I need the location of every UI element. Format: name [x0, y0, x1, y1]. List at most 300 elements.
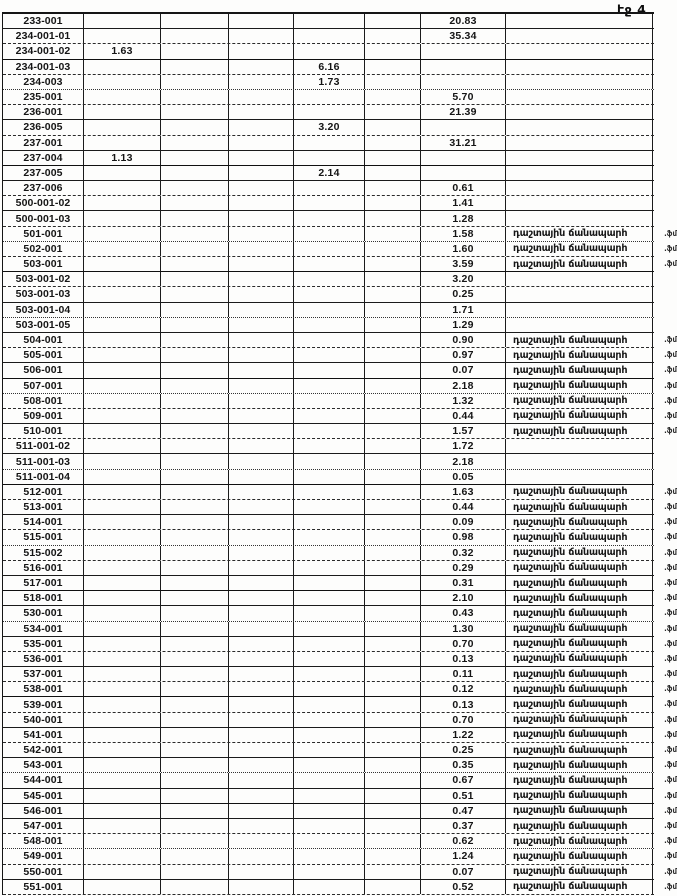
empty-cell: [506, 90, 653, 104]
margin-note: .ֆմ: [664, 745, 677, 755]
empty-cell: [294, 652, 365, 666]
row-code: 500-001-02: [3, 196, 84, 210]
empty-cell: [294, 713, 365, 727]
table-row: [3, 667, 677, 682]
table-row: [3, 166, 654, 181]
empty-cell: [506, 454, 653, 468]
road-type-cell: դաշտային ճանապարհ: [506, 424, 653, 438]
empty-cell: [229, 500, 294, 514]
empty-cell: [365, 622, 421, 636]
empty-cell: [294, 819, 365, 833]
row-code: 513-001: [3, 500, 84, 514]
empty-cell: [84, 272, 161, 286]
row-value: 0.44: [421, 409, 506, 423]
empty-cell: [365, 773, 421, 787]
empty-cell: [229, 834, 294, 848]
empty-cell: [365, 136, 421, 150]
empty-cell: [365, 485, 421, 499]
empty-cell: [161, 379, 229, 393]
empty-cell: [421, 166, 506, 180]
row-value: 0.25: [421, 743, 506, 757]
empty-cell: [161, 272, 229, 286]
road-type-cell: դաշտային ճանապարհ: [506, 606, 653, 620]
empty-cell: [229, 485, 294, 499]
empty-cell: [365, 394, 421, 408]
margin-note: .ֆմ: [664, 715, 677, 725]
row-code: 506-001: [3, 363, 84, 377]
table-row: [3, 348, 677, 363]
empty-cell: [229, 591, 294, 605]
empty-cell: [294, 576, 365, 590]
row-code: 545-001: [3, 789, 84, 803]
row-value: 2.18: [421, 454, 506, 468]
empty-cell: [421, 75, 506, 89]
empty-cell: [161, 44, 229, 58]
empty-cell: [229, 272, 294, 286]
empty-cell: [161, 394, 229, 408]
row-value: 0.29: [421, 561, 506, 575]
empty-cell: [294, 682, 365, 696]
empty-cell: [294, 606, 365, 620]
row-code: 503-001-03: [3, 287, 84, 301]
empty-cell: [161, 470, 229, 484]
empty-cell: [84, 576, 161, 590]
empty-cell: [365, 789, 421, 803]
empty-cell: [161, 561, 229, 575]
row-value: 0.47: [421, 804, 506, 818]
empty-cell: [84, 409, 161, 423]
row-value: 1.72: [421, 439, 506, 453]
empty-cell: [161, 60, 229, 74]
empty-cell: [84, 333, 161, 347]
empty-cell: [161, 637, 229, 651]
empty-cell: [365, 819, 421, 833]
margin-note: .ֆմ: [664, 517, 677, 527]
row-code: 234-001-03: [3, 60, 84, 74]
empty-cell: [84, 14, 161, 28]
row-value: 0.25: [421, 287, 506, 301]
empty-cell: [161, 424, 229, 438]
empty-cell: [365, 333, 421, 347]
empty-cell: [161, 682, 229, 696]
row-code: 510-001: [3, 424, 84, 438]
margin-note: .ֆմ: [664, 593, 677, 603]
margin-note: .ֆմ: [664, 836, 677, 846]
empty-cell: [229, 242, 294, 256]
table-row: [3, 606, 677, 621]
row-value: 1.41: [421, 196, 506, 210]
empty-cell: [229, 363, 294, 377]
table-row: [3, 44, 654, 59]
table-row: [3, 697, 677, 712]
road-type-cell: դաշտային ճանապարհ: [506, 530, 653, 544]
empty-cell: [84, 834, 161, 848]
road-type-cell: դաշտային ճանապարհ: [506, 667, 653, 681]
table-row: [3, 454, 654, 469]
empty-cell: [229, 682, 294, 696]
empty-cell: [84, 318, 161, 332]
empty-cell: [84, 530, 161, 544]
table-row: [3, 379, 677, 394]
empty-cell: [294, 880, 365, 894]
row-value: 0.62: [421, 834, 506, 848]
road-type-cell: դաշտային ճանապարհ: [506, 409, 653, 423]
row-code: 518-001: [3, 591, 84, 605]
empty-cell: [294, 242, 365, 256]
empty-cell: [365, 530, 421, 544]
empty-cell: [161, 227, 229, 241]
empty-cell: [84, 348, 161, 362]
empty-cell: [294, 622, 365, 636]
empty-cell: [161, 257, 229, 271]
row-value: 3.20: [421, 272, 506, 286]
row-code: 500-001-03: [3, 211, 84, 225]
empty-cell: [84, 379, 161, 393]
row-code: 503-001-05: [3, 318, 84, 332]
road-type-cell: դաշտային ճանապարհ: [506, 348, 653, 362]
empty-cell: [161, 75, 229, 89]
empty-cell: [365, 667, 421, 681]
row-value: 6.16: [294, 60, 365, 74]
empty-cell: [84, 682, 161, 696]
table-row: [3, 257, 677, 272]
empty-cell: [506, 60, 653, 74]
row-code: 503-001: [3, 257, 84, 271]
row-value: 3.20: [294, 120, 365, 134]
empty-cell: [365, 90, 421, 104]
empty-cell: [365, 272, 421, 286]
row-value: 1.60: [421, 242, 506, 256]
empty-cell: [229, 652, 294, 666]
empty-cell: [229, 697, 294, 711]
empty-cell: [294, 591, 365, 605]
empty-cell: [84, 865, 161, 879]
empty-cell: [294, 29, 365, 43]
table-row: [3, 561, 677, 576]
empty-cell: [84, 363, 161, 377]
row-value: 0.31: [421, 576, 506, 590]
margin-note: .ֆմ: [664, 791, 677, 800]
row-code: 541-001: [3, 728, 84, 742]
margin-note: .ֆմ: [664, 608, 677, 618]
road-type-cell: դաշտային ճանապարհ: [506, 515, 653, 529]
empty-cell: [161, 242, 229, 256]
row-code: 537-001: [3, 667, 84, 681]
empty-cell: [84, 789, 161, 803]
row-code: 535-001: [3, 637, 84, 651]
empty-cell: [161, 211, 229, 225]
table-row: [3, 439, 654, 454]
empty-cell: [229, 622, 294, 636]
empty-cell: [84, 561, 161, 575]
empty-cell: [229, 166, 294, 180]
empty-cell: [365, 44, 421, 58]
empty-cell: [365, 439, 421, 453]
empty-cell: [229, 667, 294, 681]
empty-cell: [506, 181, 653, 195]
empty-cell: [161, 14, 229, 28]
table-row: [3, 804, 677, 819]
row-code: 515-002: [3, 546, 84, 560]
row-code: 551-001: [3, 880, 84, 894]
row-value: 1.57: [421, 424, 506, 438]
empty-cell: [294, 363, 365, 377]
row-code: 237-004: [3, 151, 84, 165]
table-row: [3, 60, 654, 75]
row-code: 512-001: [3, 485, 84, 499]
empty-cell: [229, 90, 294, 104]
empty-cell: [229, 120, 294, 134]
road-type-cell: դաշտային ճանապարհ: [506, 500, 653, 514]
margin-note: .ֆմ: [664, 851, 677, 861]
empty-cell: [365, 758, 421, 772]
empty-cell: [84, 500, 161, 514]
road-type-cell: դաշտային ճանապարհ: [506, 363, 653, 377]
row-code: 550-001: [3, 865, 84, 879]
empty-cell: [506, 44, 653, 58]
empty-cell: [229, 758, 294, 772]
empty-cell: [161, 409, 229, 423]
margin-note: .ֆմ: [664, 669, 677, 679]
row-value: 1.13: [84, 151, 161, 165]
empty-cell: [365, 880, 421, 894]
empty-cell: [161, 318, 229, 332]
row-code: 236-005: [3, 120, 84, 134]
empty-cell: [161, 120, 229, 134]
empty-cell: [229, 44, 294, 58]
empty-cell: [506, 211, 653, 225]
table-row: [3, 485, 677, 500]
row-value: 0.44: [421, 500, 506, 514]
empty-cell: [161, 196, 229, 210]
row-code: 501-001: [3, 227, 84, 241]
empty-cell: [294, 515, 365, 529]
margin-note: .ֆմ: [664, 548, 677, 557]
row-code: 504-001: [3, 333, 84, 347]
margin-note: .ֆմ: [664, 654, 677, 664]
row-code: 544-001: [3, 773, 84, 787]
empty-cell: [294, 454, 365, 468]
row-code: 507-001: [3, 379, 84, 393]
margin-note: .ֆմ: [664, 411, 677, 421]
empty-cell: [161, 546, 229, 560]
empty-cell: [229, 227, 294, 241]
empty-cell: [84, 211, 161, 225]
row-code: 548-001: [3, 834, 84, 848]
road-type-cell: դաշտային ճանապարհ: [506, 773, 653, 787]
row-value: 31.21: [421, 136, 506, 150]
empty-cell: [161, 652, 229, 666]
row-value: 0.70: [421, 637, 506, 651]
empty-cell: [365, 211, 421, 225]
empty-cell: [365, 454, 421, 468]
empty-cell: [84, 120, 161, 134]
empty-cell: [161, 166, 229, 180]
empty-cell: [294, 394, 365, 408]
empty-cell: [421, 44, 506, 58]
empty-cell: [506, 120, 653, 134]
empty-cell: [294, 697, 365, 711]
empty-cell: [506, 287, 653, 301]
margin-note: .ֆմ: [664, 259, 677, 269]
empty-cell: [229, 439, 294, 453]
road-type-cell: դաշտային ճանապարհ: [506, 637, 653, 651]
empty-cell: [294, 804, 365, 818]
row-value: 0.32: [421, 546, 506, 560]
empty-cell: [84, 743, 161, 757]
empty-cell: [506, 470, 653, 484]
table-row: [3, 363, 677, 378]
table-row: [3, 728, 677, 743]
row-value: 0.12: [421, 682, 506, 696]
row-code: 233-001: [3, 14, 84, 28]
table-row: [3, 105, 654, 120]
empty-cell: [229, 561, 294, 575]
empty-cell: [84, 606, 161, 620]
road-type-cell: դաշտային ճանապարհ: [506, 242, 653, 256]
empty-cell: [84, 591, 161, 605]
margin-note: .ֆմ: [664, 335, 677, 345]
empty-cell: [229, 424, 294, 438]
row-code: 538-001: [3, 682, 84, 696]
row-code: 503-001-04: [3, 303, 84, 317]
row-value: 1.28: [421, 211, 506, 225]
empty-cell: [84, 394, 161, 408]
empty-cell: [365, 120, 421, 134]
road-type-cell: դաշտային ճանապարհ: [506, 728, 653, 742]
row-code: 234-003: [3, 75, 84, 89]
road-type-cell: դաշտային ճանապարհ: [506, 561, 653, 575]
table-row: [3, 242, 677, 257]
table-row: [3, 849, 677, 864]
empty-cell: [84, 515, 161, 529]
empty-cell: [161, 743, 229, 757]
row-code: 237-005: [3, 166, 84, 180]
empty-cell: [365, 576, 421, 590]
page-number-label: էջ 4: [617, 2, 647, 17]
row-value: 0.13: [421, 697, 506, 711]
row-value: 0.07: [421, 363, 506, 377]
row-code: 511-001-03: [3, 454, 84, 468]
margin-note: .ֆմ: [664, 806, 677, 816]
row-value: 1.71: [421, 303, 506, 317]
empty-cell: [506, 318, 653, 332]
empty-cell: [229, 546, 294, 560]
table-row: [3, 318, 654, 333]
empty-cell: [365, 348, 421, 362]
margin-note: .ֆմ: [664, 775, 677, 785]
empty-cell: [161, 697, 229, 711]
road-type-cell: դաշտային ճանապարհ: [506, 865, 653, 879]
margin-note: .ֆմ: [664, 396, 677, 406]
table-row: [3, 773, 677, 788]
empty-cell: [294, 287, 365, 301]
empty-cell: [229, 515, 294, 529]
row-code: 509-001: [3, 409, 84, 423]
empty-cell: [294, 348, 365, 362]
empty-cell: [365, 682, 421, 696]
empty-cell: [365, 196, 421, 210]
empty-cell: [84, 485, 161, 499]
table-row: [3, 75, 654, 90]
table-row: [3, 865, 677, 880]
empty-cell: [294, 303, 365, 317]
empty-cell: [506, 303, 653, 317]
empty-cell: [506, 105, 653, 119]
table-row: [3, 287, 654, 302]
empty-cell: [229, 470, 294, 484]
empty-cell: [365, 257, 421, 271]
empty-cell: [84, 242, 161, 256]
empty-cell: [506, 75, 653, 89]
row-code: 234-001-01: [3, 29, 84, 43]
empty-cell: [365, 379, 421, 393]
empty-cell: [365, 561, 421, 575]
row-code: 542-001: [3, 743, 84, 757]
table-row: [3, 424, 677, 439]
margin-note: .ֆմ: [664, 821, 677, 831]
empty-cell: [294, 530, 365, 544]
empty-cell: [294, 789, 365, 803]
empty-cell: [365, 287, 421, 301]
table-row: [3, 151, 654, 166]
empty-cell: [229, 637, 294, 651]
empty-cell: [84, 136, 161, 150]
row-value: 0.35: [421, 758, 506, 772]
row-code: 237-006: [3, 181, 84, 195]
empty-cell: [84, 546, 161, 560]
road-type-cell: դաշտային ճանապարհ: [506, 379, 653, 393]
table-row: [3, 500, 677, 515]
table-row: [3, 834, 677, 849]
row-value: 0.70: [421, 713, 506, 727]
table-row: [3, 136, 654, 151]
empty-cell: [229, 849, 294, 863]
row-value: 1.29: [421, 318, 506, 332]
empty-cell: [365, 834, 421, 848]
margin-note: .ֆմ: [664, 760, 677, 770]
road-type-cell: դաշտային ճանապարհ: [506, 849, 653, 863]
empty-cell: [161, 136, 229, 150]
empty-cell: [84, 75, 161, 89]
empty-cell: [229, 14, 294, 28]
row-value: 0.13: [421, 652, 506, 666]
empty-cell: [84, 773, 161, 787]
row-code: 549-001: [3, 849, 84, 863]
empty-cell: [161, 303, 229, 317]
empty-cell: [161, 500, 229, 514]
empty-cell: [365, 242, 421, 256]
empty-cell: [161, 105, 229, 119]
empty-cell: [161, 363, 229, 377]
empty-cell: [161, 181, 229, 195]
empty-cell: [84, 804, 161, 818]
road-type-cell: դաշտային ճանապարհ: [506, 880, 653, 894]
empty-cell: [229, 348, 294, 362]
table-row: [3, 682, 677, 697]
empty-cell: [506, 439, 653, 453]
row-value: 1.24: [421, 849, 506, 863]
empty-cell: [294, 211, 365, 225]
table-row: [3, 591, 677, 606]
empty-cell: [229, 454, 294, 468]
empty-cell: [84, 29, 161, 43]
table-row: [3, 333, 677, 348]
empty-cell: [365, 303, 421, 317]
empty-cell: [161, 576, 229, 590]
row-value: 0.07: [421, 865, 506, 879]
empty-cell: [84, 637, 161, 651]
